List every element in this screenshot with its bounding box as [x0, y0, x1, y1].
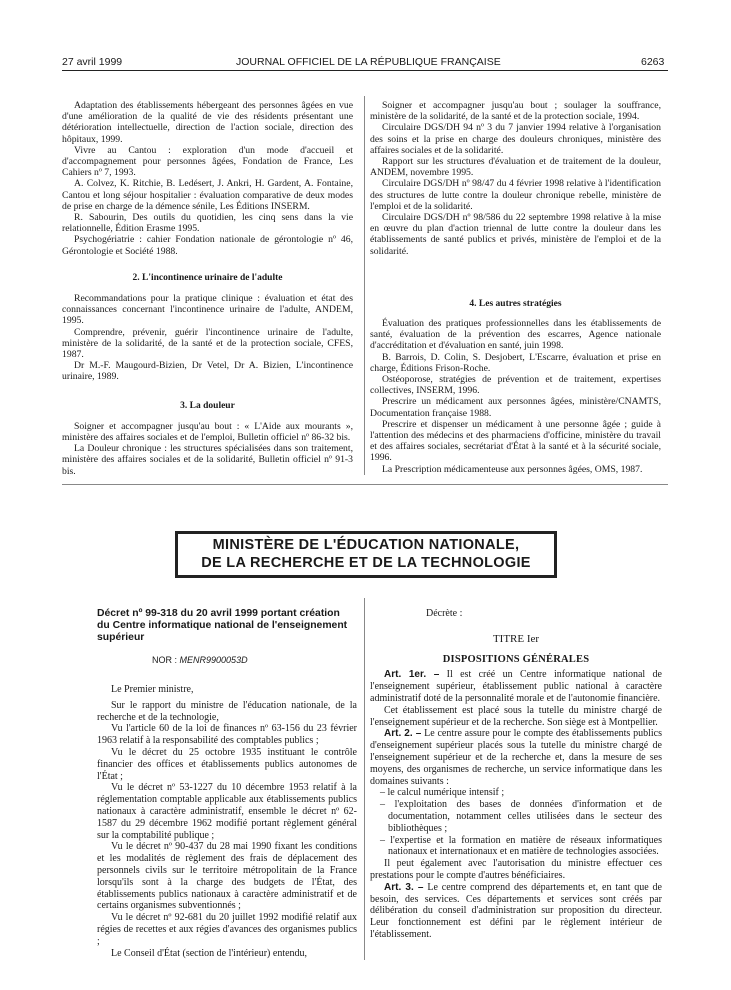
reference-entry: Ostéoporose, stratégies de prévention et de traitement, expertises collectives, INSERM, 1996.: [370, 374, 661, 397]
nor-reference: [152, 655, 248, 665]
decrete-line: Décrète :: [426, 608, 463, 619]
decree-articles: [370, 608, 662, 941]
article-label: Art. 3. –: [384, 881, 424, 893]
article-1: [370, 669, 662, 704]
reference-entry: Recommandations pour la pratique clinique : évaluation et état des connaissances concernant l'incontinence urinaire de l'adulte, ANDEM, 1995.: [62, 293, 353, 327]
nor-label: NOR :: [152, 655, 178, 665]
article-2: [370, 728, 662, 787]
section-heading: 2. L'incontinence urinaire de l'adulte: [132, 272, 283, 283]
reference-entry: Circulaire DGS/DH nº 98/47 du 4 février 1998 relative à l'identification des structures de lutte contre la douleur chronique rebelle, ministère de l'emploi et de la solidarité.: [370, 178, 661, 212]
reference-entry: Prescrire et dispenser un médicament à une personne âgée ; guide à l'attention des médecins et des pharmaciens d'officine, ministère du travail et des affaires sociales, secrétariat d'État à la santé et à la sécurité sociale, 1996.: [370, 418, 661, 464]
reference-entry: Soigner et accompagner jusqu'au bout ; soulager la souffrance, ministère de la solidarité, de la santé et de la protection sociale, 1994.: [370, 100, 661, 123]
section-separator: [62, 484, 668, 485]
preamble-line: Le Premier ministre,: [111, 684, 194, 695]
ministry-line-2: DE LA RECHERCHE ET DE LA TECHNOLOGIE: [201, 555, 531, 571]
reference-entry: Adaptation des établissements hébergeant des personnes âgées en vue d'une amélioration de la qualité de vie des résidents présentant une détérioration intellectuelle, direction de l'action sociale, direction des hôpitaux, 1999.: [62, 100, 353, 145]
article-text: Le centre assure pour le compte des établissements publics d'enseignement supérieur placés sous la tutelle du ministre chargé de l'enseignement supérieur et de la recherche et, dans la mesure de ses moyens, des organismes de recherche, un service informatique dans les domaines suivants :: [370, 728, 663, 787]
section-heading: 3. La douleur: [180, 400, 235, 411]
dispositions-heading: DISPOSITIONS GÉNÉRALES: [442, 653, 590, 665]
header-date: 27 avril 1999: [62, 56, 123, 68]
reference-entry: Circulaire DGS/DH nº 98/586 du 22 septembre 1998 relative à la mise en œuvre du plan d'action triennal de lutte contre la douleur dans les établissements de santé publics et privés, ministère de l'emploi et de la solidarité.: [370, 212, 661, 257]
reference-entry: A. Colvez, K. Ritchie, B. Ledésert, J. Ankri, H. Gardent, A. Fontaine, Cantou et long séjour hospitalier : évaluation comparative de deux modes de prise en charge de la démence sénile, Les Éditions INSERM.: [62, 178, 353, 212]
header-page-number: 6263: [641, 56, 665, 68]
article-text: Le centre comprend des départements et, en tant que de besoin, des services. Ces départements et services sont créés par délibération du conseil d'administration sur proposition du directeur. Leur fonctionnement est défini par le règlement intérieur de l'établissement.: [370, 881, 662, 940]
article-label: Art. 2. –: [384, 728, 422, 740]
nor-value: MENR9900053D: [179, 655, 248, 665]
preamble-line: Le Conseil d'État (section de l'intérieur) entendu,: [111, 947, 308, 959]
reference-entry: Comprendre, prévenir, guérir l'incontinence urinaire de l'adulte, ministère de la solidarité, de la santé et de la protection sociale, CFES, 1987.: [62, 326, 353, 361]
preamble-line: Vu le décret nº 90-437 du 28 mai 1990 fixant les conditions et les modalités de règlement des frais de déplacement des personnels civils sur le territoire métropolitain de la France lorsqu'ils sont à la charge des budgets de l'État, des établissements publics nationaux à caractère administratif et de certains organismes subventionnés ;: [97, 841, 357, 912]
article-label: Art. 1er. –: [384, 669, 440, 681]
preamble-line: Vu le décret nº 53-1227 du 10 décembre 1953 relatif à la réglementation comptable applicable aux établissements publics nationaux à caractère administratif, ensemble le décret nº 62-1587 du 29 décembre 1962 modifié portant règlement général sur la comptabilité publique ;: [97, 782, 357, 841]
article-text: Il est créé un Centre informatique national de l'enseignement supérieur, établissement public national à caractère administratif doté de la personnalité morale et de l'autonomie financière.: [370, 669, 662, 704]
ministry-line-1: MINISTÈRE DE L'ÉDUCATION NATIONALE,: [212, 537, 520, 553]
article-2-list: [370, 787, 662, 858]
reference-entry: R. Sabourin, Des outils du quotidien, les cinq sens dans la vie relationnelle, Édition Erasme 1995.: [62, 212, 353, 235]
reference-entry: Psychogériatrie : cahier Fondation nationale de gérontologie nº 46, Gérontologie et Société 1988.: [62, 234, 353, 257]
list-item: – le calcul numérique intensif ;: [380, 787, 505, 799]
upper-left-column: [62, 100, 353, 477]
header-rule: [62, 70, 668, 71]
reference-entry: Soigner et accompagner jusqu'au bout : « L'Aide aux mourants », ministère des affaires sociales et de l'emploi, Bulletin officiel nº 86-32 bis.: [62, 420, 353, 444]
ministry-banner: [175, 531, 557, 578]
titre-heading: TITRE Ier: [492, 632, 540, 645]
reference-entry: B. Barrois, D. Colin, S. Desjobert, L'Escarre, évaluation et prise en charge, Éditions Frison-Roche.: [370, 351, 661, 374]
upper-right-column: [370, 100, 661, 475]
preamble-line: Vu le décret du 25 octobre 1935 instituant le contrôle financier des offices et établissements publics autonomes de l'État ;: [97, 746, 357, 782]
decree-preamble: [97, 684, 357, 959]
column-divider: [364, 96, 365, 475]
article-paragraph: Il peut également avec l'autorisation du ministre effectuer ces prestations pour le compte d'autres bénéficiaires.: [370, 858, 662, 881]
article-paragraph: Cet établissement est placé sous la tutelle du ministre chargé de l'enseignement supérieur et de la recherche. Son siège est à Montpellier.: [370, 704, 662, 728]
reference-entry: Rapport sur les structures d'évaluation et de traitement de la douleur, ANDEM, novembre 1995.: [370, 156, 661, 179]
reference-entry: La Douleur chronique : les structures spécialisées dans son traitement, ministère des affaires sociales et de la solidarité, Bulletin officiel nº 91-3 bis.: [62, 443, 353, 477]
list-item: – l'expertise et la formation en matière de réseaux informatiques nationaux et internationaux et en matière de technologies associées.: [380, 834, 662, 858]
header-journal: JOURNAL OFFICIEL DE LA RÉPUBLIQUE FRANÇAISE: [236, 56, 501, 68]
reference-entry: La Prescription médicamenteuse aux personnes âgées, OMS, 1987.: [382, 463, 643, 475]
reference-entry: Circulaire DGS/DH 94 nº 3 du 7 janvier 1994 relative à l'organisation des soins et la prise en charge des douleurs chroniques, ministère des affaires sociales et de la solidarité.: [370, 122, 661, 156]
reference-entry: Prescrire un médicament aux personnes âgées, ministère/CNAMTS, Documentation française 1988.: [370, 396, 661, 419]
reference-entry: Vivre au Cantou : exploration d'un mode d'accueil et d'accompagnement pour personnes âgées, Fondation de France, Les Cahiers nº 7, 1993.: [62, 144, 353, 179]
column-divider: [364, 598, 365, 960]
preamble-line: Sur le rapport du ministre de l'éducation nationale, de la recherche et de la technologie,: [97, 699, 357, 723]
preamble-line: Vu le décret nº 92-681 du 20 juillet 1992 modifié relatif aux régies de recettes et aux régies d'avances des organismes publics ;: [97, 912, 357, 947]
reference-entry: Dr M.-F. Maugourd-Bizien, Dr Vetel, Dr A. Bizien, L'incontinence urinaire, 1989.: [62, 360, 353, 383]
list-item: – l'exploitation des bases de données d'information et de documentation, notamment celles utilisées dans le secteur des bibliothèques ;: [380, 799, 662, 834]
preamble-line: Vu l'article 60 de la loi de finances nº 63-156 du 23 février 1963 relatif à la responsabilité des comptables publics ;: [97, 723, 357, 747]
article-3: [370, 882, 662, 941]
reference-entry: Évaluation des pratiques professionnelles dans les établissements de santé, évaluation de la prévention des escarres, Agence nationale d'accréditation et d'évaluation en santé, juin 1998.: [370, 318, 661, 352]
section-heading: 4. Les autres stratégies: [469, 298, 562, 309]
decree-title: Décret nº 99-318 du 20 avril 1999 portant création du Centre informatique national de l'enseignement supérieur: [97, 608, 348, 643]
